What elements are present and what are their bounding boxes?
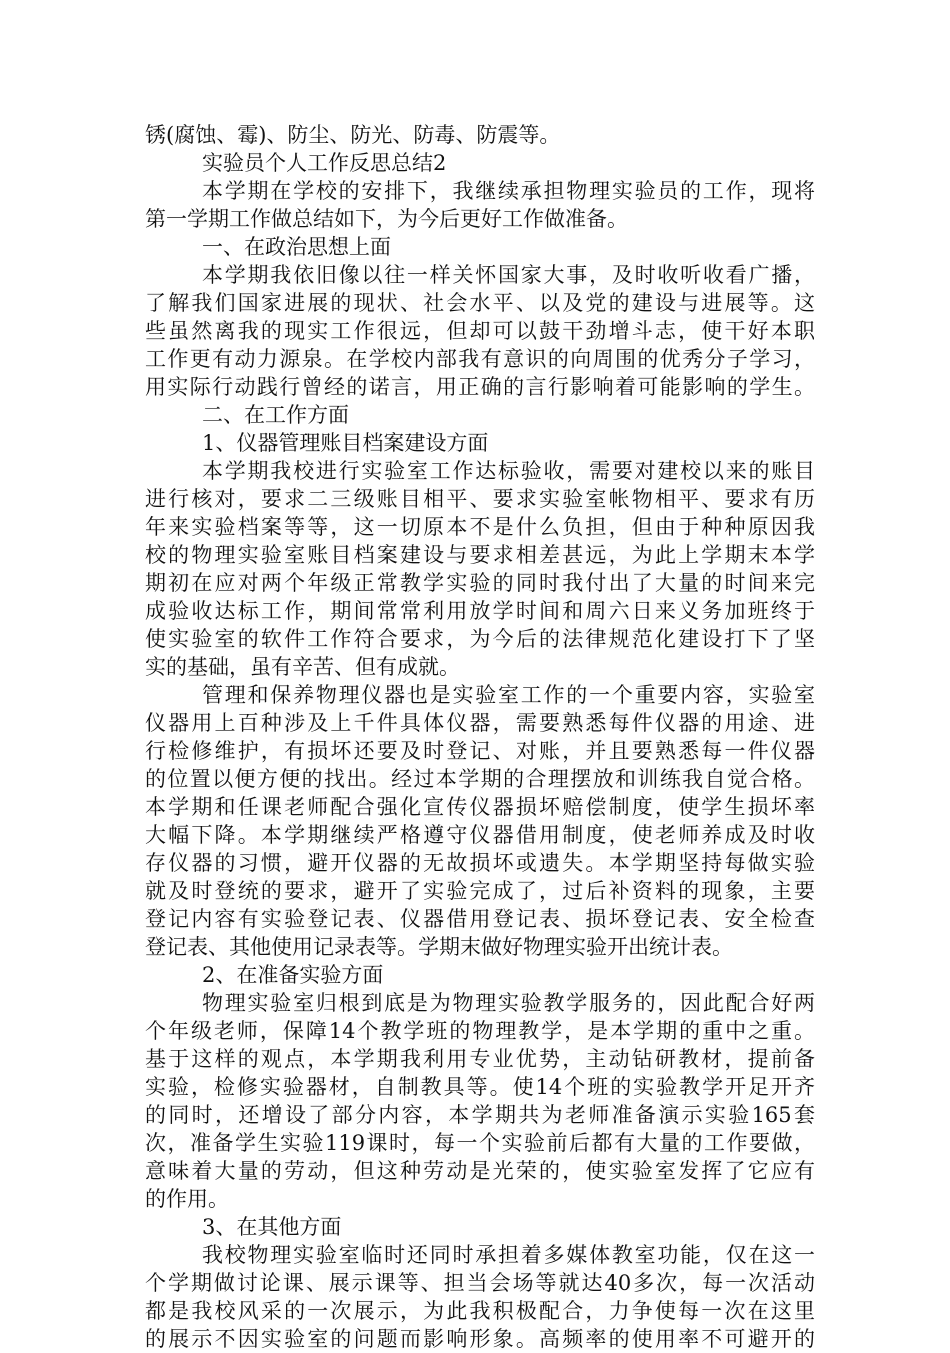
- text-line: 第一学期工作做总结如下，为今后更好工作做准备。: [145, 207, 628, 231]
- text-line: 实验，检修实验器材，自制教具等。使14个班的实验教学开足开齐: [145, 1075, 815, 1099]
- text-line: 的作用。: [145, 1187, 229, 1211]
- text-line: 2、在准备实验方面: [202, 963, 384, 987]
- text-line: 登记表、其他使用记录表等。学期末做好物理实验开出统计表。: [145, 935, 733, 959]
- text-line: 成验收达标工作，期间常常利用放学时间和周六日来义务加班终于: [145, 599, 815, 623]
- text-line: 基于这样的观点，本学期我利用专业优势，主动钻研教材，提前备: [145, 1047, 815, 1071]
- text-line: 使实验室的软件工作符合要求，为今后的法律规范化建设打下了坚: [145, 627, 815, 651]
- text-line: 存仪器的习惯，避开仪器的无故损坏或遗失。本学期坚持每做实验: [145, 851, 815, 875]
- text-line: 进行核对，要求二三级账目相平、要求实验室帐物相平、要求有历: [145, 487, 815, 511]
- text-line: 实验员个人工作反思总结2: [202, 151, 447, 175]
- text-line: 管理和保养物理仪器也是实验室工作的一个重要内容，实验室: [202, 683, 815, 707]
- text-line: 年来实验档案等等，这一切原本不是什么负担，但由于种种原因我: [145, 515, 815, 539]
- text-line: 本学期在学校的安排下，我继续承担物理实验员的工作，现将: [202, 179, 815, 203]
- text-line: 就及时登统的要求，避开了实验完成了，过后补资料的现象，主要: [145, 879, 815, 903]
- text-line: 物理实验室归根到底是为物理实验教学服务的，因此配合好两: [202, 991, 815, 1015]
- text-line: 1、仪器管理账目档案建设方面: [202, 431, 489, 455]
- text-line: 的展示不因实验室的问题而影响形象。高频率的使用率不可避开的: [145, 1327, 815, 1351]
- text-line: 本学期我校进行实验室工作达标验收，需要对建校以来的账目: [202, 459, 815, 483]
- text-line: 个学期做讨论课、展示课等、担当会场等就达40多次，每一次活动: [145, 1271, 815, 1295]
- text-line: 些虽然离我的现实工作很远，但却可以鼓干劲增斗志，使干好本职: [145, 319, 815, 343]
- text-line: 期初在应对两个年级正常教学实验的同时我付出了大量的时间来完: [145, 571, 815, 595]
- text-line: 登记内容有实验登记表、仪器借用登记表、损坏登记表、安全检查: [145, 907, 815, 931]
- text-line: 仪器用上百种涉及上千件具体仪器，需要熟悉每件仪器的用途、进: [145, 711, 815, 735]
- text-line: 本学期和任课老师配合强化宣传仪器损坏赔偿制度，使学生损坏率: [145, 795, 815, 819]
- text-line: 校的物理实验室账目档案建设与要求相差甚远，为此上学期末本学: [145, 543, 815, 567]
- text-line: 行检修维护，有损坏还要及时登记、对账，并且要熟悉每一件仪器: [145, 739, 815, 763]
- text-line: 都是我校风采的一次展示，为此我积极配合，力争使每一次在这里: [145, 1299, 815, 1323]
- text-line: 锈(腐蚀、霉)、防尘、防光、防毒、防震等。: [145, 123, 561, 147]
- document-body: [145, 121, 815, 1353]
- text-line: 二、在工作方面: [202, 403, 349, 427]
- text-line: 实的基础，虽有辛苦、但有成就。: [145, 655, 460, 679]
- text-line: 一、在政治思想上面: [202, 235, 391, 259]
- text-line: 的位置以便方便的找出。经过本学期的合理摆放和训练我自觉合格。: [145, 767, 815, 791]
- text-line: 的同时，还增设了部分内容，本学期共为老师准备演示实验165套: [145, 1103, 815, 1127]
- text-line: 我校物理实验室临时还同时承担着多媒体教室功能，仅在这一: [202, 1243, 815, 1267]
- text-line: 个年级老师，保障14个教学班的物理教学，是本学期的重中之重。: [145, 1019, 815, 1043]
- text-line: 了解我们国家进展的现状、社会水平、以及党的建设与进展等。这: [145, 291, 815, 315]
- text-line: 3、在其他方面: [202, 1215, 342, 1239]
- text-line: 大幅下降。本学期继续严格遵守仪器借用制度，使老师养成及时收: [145, 823, 815, 847]
- text-line: 用实际行动践行曾经的诺言，用正确的言行影响着可能影响的学生。: [145, 375, 815, 399]
- text-line: 本学期我依旧像以往一样关怀国家大事，及时收听收看广播，: [202, 263, 815, 287]
- text-line: 意味着大量的劳动，但这种劳动是光荣的，使实验室发挥了它应有: [145, 1159, 815, 1183]
- text-line: 工作更有动力源泉。在学校内部我有意识的向周围的优秀分子学习，: [145, 347, 815, 371]
- text-line: 次，准备学生实验119课时，每一个实验前后都有大量的工作要做，: [145, 1131, 815, 1155]
